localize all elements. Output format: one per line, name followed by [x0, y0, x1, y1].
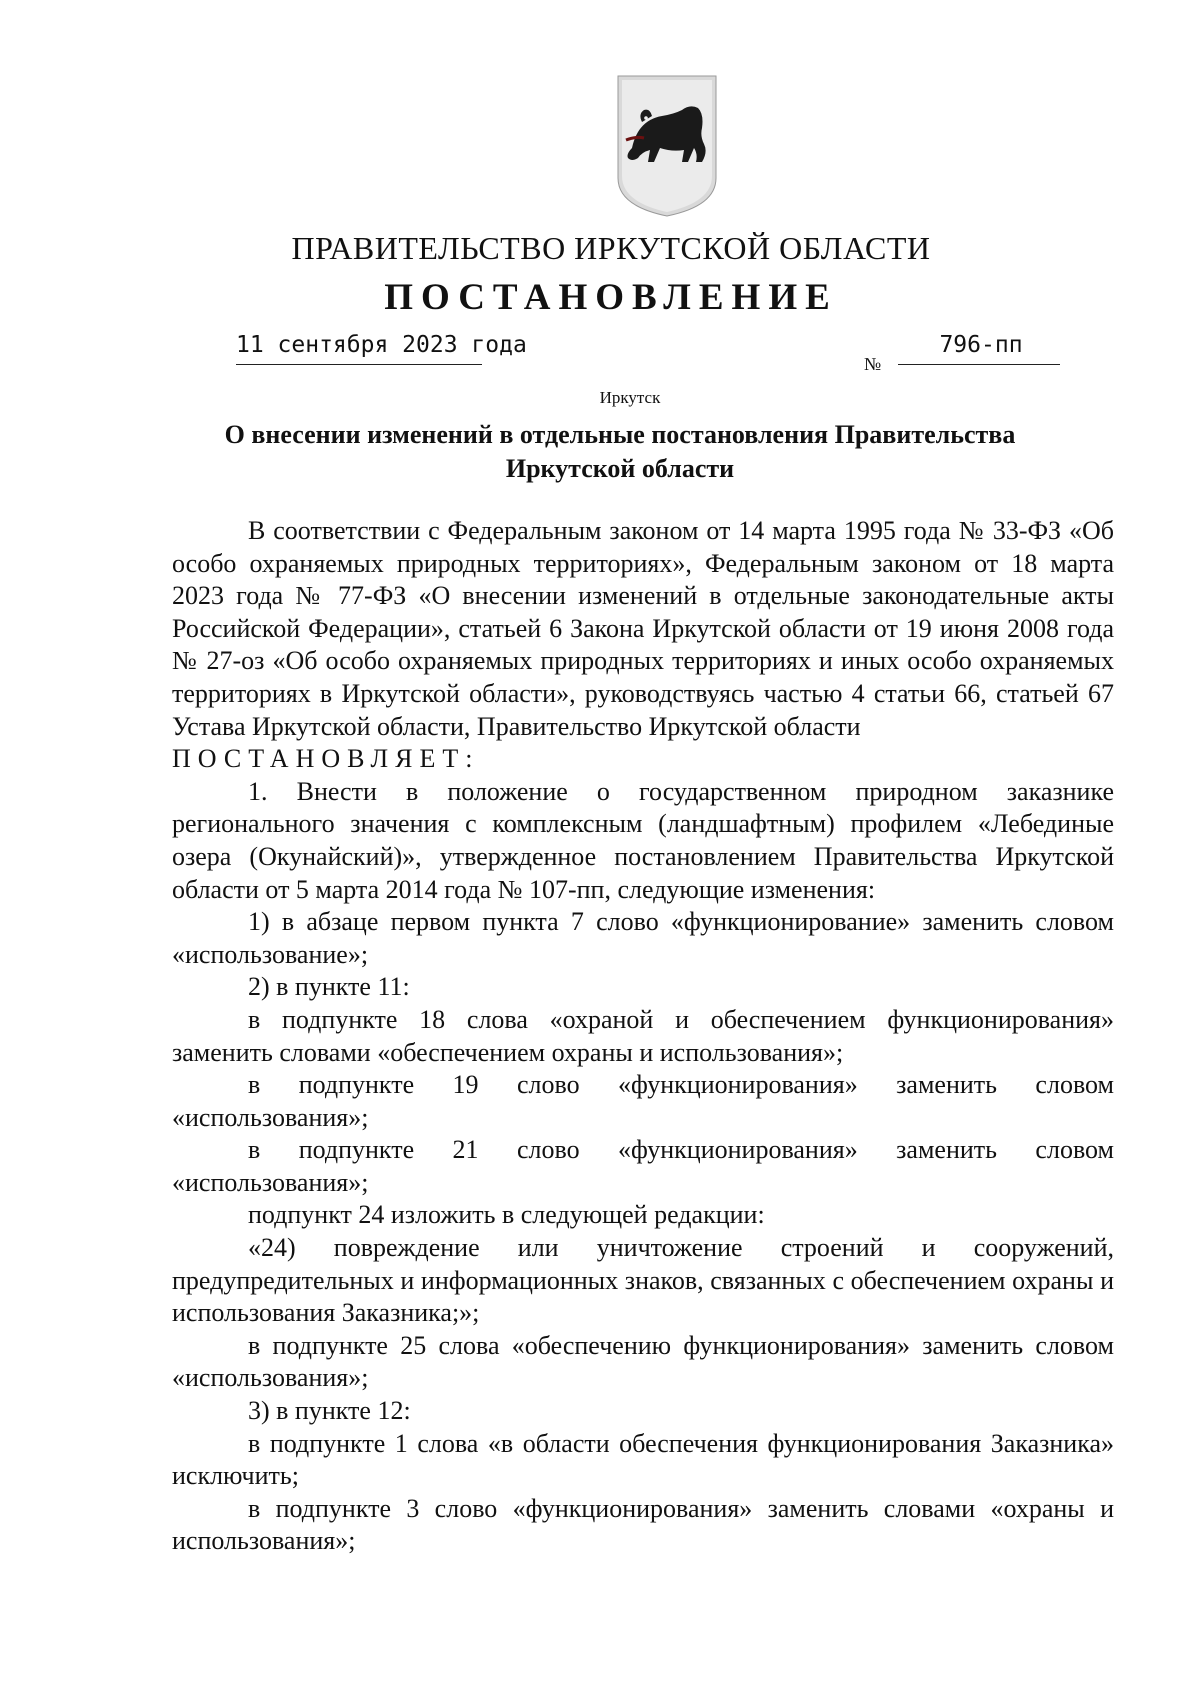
document-number: 796-пп [898, 332, 1060, 365]
document-body [172, 515, 1114, 1558]
coat-of-arms-emblem [612, 70, 722, 218]
resolves-heading: ПОСТАНОВЛЯЕТ: [172, 744, 480, 774]
document-date: 11 сентября 2023 года [236, 332, 482, 365]
organization-name: ПРАВИТЕЛЬСТВО ИРКУТСКОЙ ОБЛАСТИ [291, 230, 931, 266]
document-title [160, 418, 1080, 486]
item-paragraph: в подпункте 25 слова «обеспечению функционирования» заменить словом «использования»; [172, 1330, 1114, 1393]
item-paragraph: в подпункте 1 слова «в области обеспечения функционирования Заказника» исключить; [172, 1428, 1114, 1491]
document-type: ПОСТАНОВЛЕНИЕ [384, 277, 838, 318]
title-line-1: О внесении изменений в отдельные постановления Правительства [224, 420, 1016, 449]
item-paragraph: 1. Внести в положение о государственном природном заказнике регионального значения с комплексным (ландшафтным) профилем «Лебединые озера (Окунайский)», утвержденное постановлением Правительства Иркутской области от 5 марта 2014 года № 107-пп, следующие изменения: [172, 776, 1114, 904]
title-line-2: Иркутской области [505, 454, 735, 483]
item-paragraph: 3) в пункте 12: [248, 1396, 411, 1426]
item-paragraph: в подпункте 18 слова «охраной и обеспечением функционирования» заменить словами «обеспечением охраны и использования»; [172, 1004, 1114, 1067]
item-paragraph: в подпункте 21 слово «функционирования» заменить словом «использования»; [172, 1135, 1114, 1197]
item-paragraph: 1) в абзаце первом пункта 7 слово «функционирование» заменить словом «использование»; [172, 907, 1114, 969]
preamble-paragraph: В соответствии с Федеральным законом от 14 марта 1995 года № 33-ФЗ «Об особо охраняемых природных территориях», Федеральным законом от 18 марта 2023 года № 77-ФЗ «О внесении изменений в отдельные законодательные акты Российской Федерации», статьей 6 Закона Иркутской области от 19 июня 2008 года № 27-оз «Об особо охраняемых природных территориях и иных особо охраняемых территориях в Иркутской области», руководствуясь частью 4 статьи 66, статьей 67 Устава Иркутской области, Правительство Иркутской области [172, 516, 1114, 741]
item-paragraph: в подпункте 3 слово «функционирования» заменить словами «охраны и использования»; [172, 1493, 1114, 1556]
item-paragraph: в подпункте 19 слово «функционирования» заменить словом «использования»; [172, 1070, 1114, 1132]
item-paragraph: подпункт 24 изложить в следующей редакции: [248, 1200, 765, 1230]
item-paragraph: «24) повреждение или уничтожение строений и сооружений, предупредительных и информационных знаков, связанных с обеспечением охраны и использования Заказника;»; [172, 1233, 1114, 1328]
item-paragraph: 2) в пункте 11: [248, 972, 410, 1002]
number-sign: № [864, 354, 882, 374]
city: Иркутск [599, 388, 661, 407]
